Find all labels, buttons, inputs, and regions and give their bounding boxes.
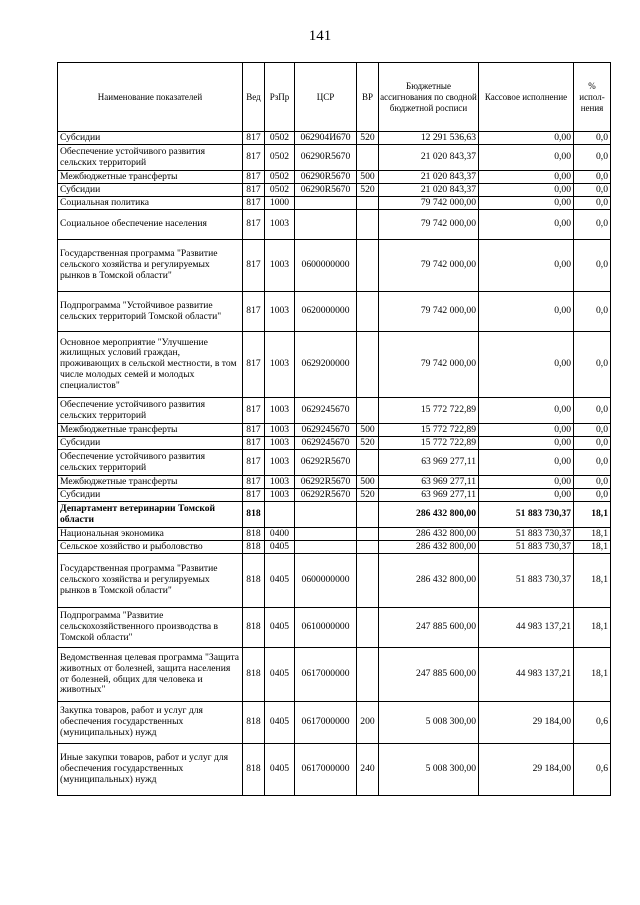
table-row: [58, 132, 611, 145]
cell-budget: 286 432 800,00: [379, 554, 479, 608]
cell-cash: 0,00: [479, 437, 574, 450]
table-row: [58, 197, 611, 210]
table-row: [58, 744, 611, 796]
header-cash: Кассовое исполнение: [479, 63, 574, 132]
cell-budget: 21 020 843,37: [379, 171, 479, 184]
cell-budget: 79 742 000,00: [379, 332, 479, 398]
cell-cash: 0,00: [479, 489, 574, 502]
cell-csr: 0629200000: [295, 332, 357, 398]
cell-rzpr: 1003: [265, 398, 295, 424]
cell-vr: [357, 608, 379, 648]
table-row: [58, 437, 611, 450]
cell-percent: 0,0: [574, 424, 611, 437]
cell-cash: 0,00: [479, 450, 574, 476]
cell-name: Социальная политика: [58, 197, 243, 210]
cell-rzpr: 1003: [265, 240, 295, 292]
cell-budget: 5 008 300,00: [379, 744, 479, 796]
cell-vr: [357, 145, 379, 171]
cell-percent: 0,0: [574, 240, 611, 292]
cell-rzpr: 0405: [265, 608, 295, 648]
cell-name: Национальная экономика: [58, 528, 243, 541]
cell-rzpr: 0502: [265, 145, 295, 171]
cell-csr: 0629245670: [295, 437, 357, 450]
table-row: [58, 398, 611, 424]
cell-rzpr: 0405: [265, 541, 295, 554]
cell-ved: 817: [243, 398, 265, 424]
page-number: 141: [308, 28, 332, 44]
cell-csr: [295, 541, 357, 554]
cell-percent: 0,0: [574, 476, 611, 489]
cell-percent: 0,0: [574, 132, 611, 145]
cell-csr: [295, 197, 357, 210]
cell-percent: 18,1: [574, 608, 611, 648]
cell-cash: 51 883 730,37: [479, 554, 574, 608]
cell-ved: 818: [243, 528, 265, 541]
cell-vr: 520: [357, 437, 379, 450]
cell-rzpr: 1003: [265, 437, 295, 450]
cell-budget: 63 969 277,11: [379, 450, 479, 476]
cell-percent: 0,0: [574, 210, 611, 240]
header-percent: % испол-нения: [574, 63, 611, 132]
cell-ved: 817: [243, 184, 265, 197]
cell-percent: 0,6: [574, 744, 611, 796]
cell-percent: 18,1: [574, 502, 611, 528]
cell-csr: [295, 502, 357, 528]
cell-cash: 0,00: [479, 171, 574, 184]
cell-cash: 0,00: [479, 132, 574, 145]
cell-percent: 0,0: [574, 184, 611, 197]
cell-csr: 0617000000: [295, 702, 357, 744]
cell-budget: 79 742 000,00: [379, 292, 479, 332]
cell-cash: 0,00: [479, 240, 574, 292]
header-rzpr: РзПр: [265, 63, 295, 132]
cell-percent: 0,6: [574, 702, 611, 744]
cell-vr: 240: [357, 744, 379, 796]
cell-name: Сельское хозяйство и рыболовство: [58, 541, 243, 554]
cell-cash: 29 184,00: [479, 702, 574, 744]
cell-name: Закупка товаров, работ и услуг для обеспечения государственных (муниципальных) нужд: [58, 702, 243, 744]
cell-rzpr: 1003: [265, 292, 295, 332]
cell-ved: 817: [243, 450, 265, 476]
cell-cash: 0,00: [479, 332, 574, 398]
cell-vr: [357, 240, 379, 292]
cell-csr: 06292R5670: [295, 476, 357, 489]
cell-rzpr: 0502: [265, 171, 295, 184]
table-row: [58, 554, 611, 608]
cell-ved: 817: [243, 476, 265, 489]
cell-rzpr: 1003: [265, 210, 295, 240]
cell-rzpr: 0502: [265, 184, 295, 197]
cell-percent: 0,0: [574, 398, 611, 424]
cell-name: Межбюджетные трансферты: [58, 171, 243, 184]
cell-rzpr: 0405: [265, 744, 295, 796]
table-row: [58, 608, 611, 648]
cell-rzpr: 1003: [265, 489, 295, 502]
cell-budget: 12 291 536,63: [379, 132, 479, 145]
cell-vr: [357, 210, 379, 240]
cell-percent: 18,1: [574, 648, 611, 702]
table-row: [58, 240, 611, 292]
cell-budget: 15 772 722,89: [379, 424, 479, 437]
cell-csr: 06290R5670: [295, 184, 357, 197]
cell-percent: 0,0: [574, 171, 611, 184]
cell-budget: 286 432 800,00: [379, 528, 479, 541]
cell-name: Межбюджетные трансферты: [58, 424, 243, 437]
cell-csr: 0629245670: [295, 424, 357, 437]
cell-ved: 817: [243, 171, 265, 184]
table-row: [58, 476, 611, 489]
cell-budget: 79 742 000,00: [379, 240, 479, 292]
cell-cash: 44 983 137,21: [479, 608, 574, 648]
cell-ved: 818: [243, 554, 265, 608]
cell-vr: 200: [357, 702, 379, 744]
cell-ved: 817: [243, 197, 265, 210]
cell-budget: 5 008 300,00: [379, 702, 479, 744]
cell-percent: 0,0: [574, 197, 611, 210]
cell-ved: 817: [243, 332, 265, 398]
cell-csr: 0629245670: [295, 398, 357, 424]
header-vr: ВР: [357, 63, 379, 132]
cell-percent: 18,1: [574, 528, 611, 541]
cell-percent: 0,0: [574, 489, 611, 502]
cell-csr: 06290R5670: [295, 171, 357, 184]
cell-name: Государственная программа "Развитие сельского хозяйства и регулируемых рынков в Томской области": [58, 554, 243, 608]
cell-rzpr: 1003: [265, 450, 295, 476]
cell-csr: 0600000000: [295, 240, 357, 292]
table-row: [58, 502, 611, 528]
table-row: [58, 292, 611, 332]
cell-vr: 500: [357, 424, 379, 437]
cell-ved: 817: [243, 132, 265, 145]
cell-budget: 79 742 000,00: [379, 197, 479, 210]
cell-vr: [357, 292, 379, 332]
table-row: [58, 184, 611, 197]
cell-ved: 817: [243, 210, 265, 240]
cell-ved: 817: [243, 145, 265, 171]
cell-vr: 500: [357, 476, 379, 489]
cell-vr: 520: [357, 489, 379, 502]
table-row: [58, 528, 611, 541]
cell-vr: 520: [357, 184, 379, 197]
cell-csr: 06292R5670: [295, 450, 357, 476]
cell-csr: [295, 210, 357, 240]
cell-name: Субсидии: [58, 132, 243, 145]
cell-name: Субсидии: [58, 437, 243, 450]
cell-ved: 817: [243, 489, 265, 502]
header-name: Наименование показателей: [58, 63, 243, 132]
table-row: [58, 332, 611, 398]
cell-rzpr: 1003: [265, 332, 295, 398]
cell-cash: 0,00: [479, 292, 574, 332]
cell-csr: 0610000000: [295, 608, 357, 648]
cell-name: Социальное обеспечение населения: [58, 210, 243, 240]
table-row: [58, 648, 611, 702]
cell-percent: 0,0: [574, 332, 611, 398]
cell-budget: 63 969 277,11: [379, 489, 479, 502]
cell-budget: 21 020 843,37: [379, 145, 479, 171]
table-row: [58, 145, 611, 171]
cell-percent: 0,0: [574, 450, 611, 476]
cell-rzpr: 1000: [265, 197, 295, 210]
cell-name: Межбюджетные трансферты: [58, 476, 243, 489]
cell-vr: 520: [357, 132, 379, 145]
cell-name: Государственная программа "Развитие сельского хозяйства и регулируемых рынков в Томской области": [58, 240, 243, 292]
cell-cash: 0,00: [479, 476, 574, 489]
table-row: [58, 702, 611, 744]
cell-csr: 062904И670: [295, 132, 357, 145]
cell-rzpr: 1003: [265, 476, 295, 489]
table-row: [58, 424, 611, 437]
cell-name: Обеспечение устойчивого развития сельских территорий: [58, 398, 243, 424]
table-row: [58, 210, 611, 240]
cell-vr: [357, 197, 379, 210]
cell-vr: [357, 541, 379, 554]
cell-percent: 18,1: [574, 554, 611, 608]
cell-csr: 0617000000: [295, 744, 357, 796]
header-ved: Вед: [243, 63, 265, 132]
table-row: [58, 450, 611, 476]
cell-name: Департамент ветеринарии Томской области: [58, 502, 243, 528]
cell-budget: 21 020 843,37: [379, 184, 479, 197]
cell-name: Ведомственная целевая программа "Защита животных от болезней, защита населения от болезней, общих для человека и животных": [58, 648, 243, 702]
cell-rzpr: 1003: [265, 424, 295, 437]
cell-ved: 818: [243, 744, 265, 796]
cell-vr: 500: [357, 171, 379, 184]
cell-vr: [357, 332, 379, 398]
cell-cash: 29 184,00: [479, 744, 574, 796]
cell-budget: 63 969 277,11: [379, 476, 479, 489]
cell-csr: 06290R5670: [295, 145, 357, 171]
cell-cash: 51 883 730,37: [479, 541, 574, 554]
cell-vr: [357, 554, 379, 608]
cell-ved: 817: [243, 292, 265, 332]
cell-percent: 18,1: [574, 541, 611, 554]
cell-rzpr: [265, 502, 295, 528]
cell-cash: 0,00: [479, 398, 574, 424]
cell-ved: 818: [243, 541, 265, 554]
cell-name: Подпрограмма "Развитие сельскохозяйственного производства в Томской области": [58, 608, 243, 648]
cell-name: Субсидии: [58, 489, 243, 502]
cell-budget: 247 885 600,00: [379, 648, 479, 702]
cell-vr: [357, 398, 379, 424]
cell-ved: 818: [243, 608, 265, 648]
cell-rzpr: 0502: [265, 132, 295, 145]
cell-cash: 51 883 730,37: [479, 528, 574, 541]
cell-rzpr: 0405: [265, 554, 295, 608]
cell-cash: 0,00: [479, 424, 574, 437]
cell-ved: 818: [243, 702, 265, 744]
cell-csr: [295, 528, 357, 541]
header-budget: Бюджетные ассигнования по сводной бюджетной росписи: [379, 63, 479, 132]
cell-vr: [357, 648, 379, 702]
cell-ved: 818: [243, 648, 265, 702]
cell-ved: 817: [243, 424, 265, 437]
table-body: [58, 132, 611, 796]
cell-budget: 79 742 000,00: [379, 210, 479, 240]
cell-percent: 0,0: [574, 437, 611, 450]
cell-csr: 0620000000: [295, 292, 357, 332]
cell-name: Подпрограмма "Устойчивое развитие сельских территорий Томской области": [58, 292, 243, 332]
cell-ved: 818: [243, 502, 265, 528]
cell-cash: 0,00: [479, 210, 574, 240]
cell-csr: 06292R5670: [295, 489, 357, 502]
cell-budget: 15 772 722,89: [379, 398, 479, 424]
cell-vr: [357, 502, 379, 528]
cell-ved: 817: [243, 240, 265, 292]
cell-rzpr: 0405: [265, 648, 295, 702]
cell-budget: 286 432 800,00: [379, 541, 479, 554]
cell-budget: 286 432 800,00: [379, 502, 479, 528]
cell-rzpr: 0400: [265, 528, 295, 541]
cell-rzpr: 0405: [265, 702, 295, 744]
cell-name: Основное мероприятие "Улучшение жилищных условий граждан, проживающих в сельской местности, в том числе молодых семей и молодых специалистов": [58, 332, 243, 398]
cell-cash: 0,00: [479, 197, 574, 210]
cell-name: Обеспечение устойчивого развития сельских территорий: [58, 145, 243, 171]
table-row: [58, 489, 611, 502]
cell-percent: 0,0: [574, 145, 611, 171]
header-csr: ЦСР: [295, 63, 357, 132]
cell-budget: 15 772 722,89: [379, 437, 479, 450]
cell-cash: 51 883 730,37: [479, 502, 574, 528]
cell-vr: [357, 528, 379, 541]
table-header-row: [58, 63, 611, 132]
cell-budget: 247 885 600,00: [379, 608, 479, 648]
table-row: [58, 541, 611, 554]
cell-percent: 0,0: [574, 292, 611, 332]
cell-cash: 0,00: [479, 145, 574, 171]
cell-name: Иные закупки товаров, работ и услуг для обеспечения государственных (муниципальных) нужд: [58, 744, 243, 796]
cell-vr: [357, 450, 379, 476]
cell-name: Обеспечение устойчивого развития сельских территорий: [58, 450, 243, 476]
budget-table: [57, 62, 611, 796]
cell-csr: 0617000000: [295, 648, 357, 702]
cell-csr: 0600000000: [295, 554, 357, 608]
cell-ved: 817: [243, 437, 265, 450]
cell-cash: 0,00: [479, 184, 574, 197]
cell-cash: 44 983 137,21: [479, 648, 574, 702]
cell-name: Субсидии: [58, 184, 243, 197]
table-row: [58, 171, 611, 184]
